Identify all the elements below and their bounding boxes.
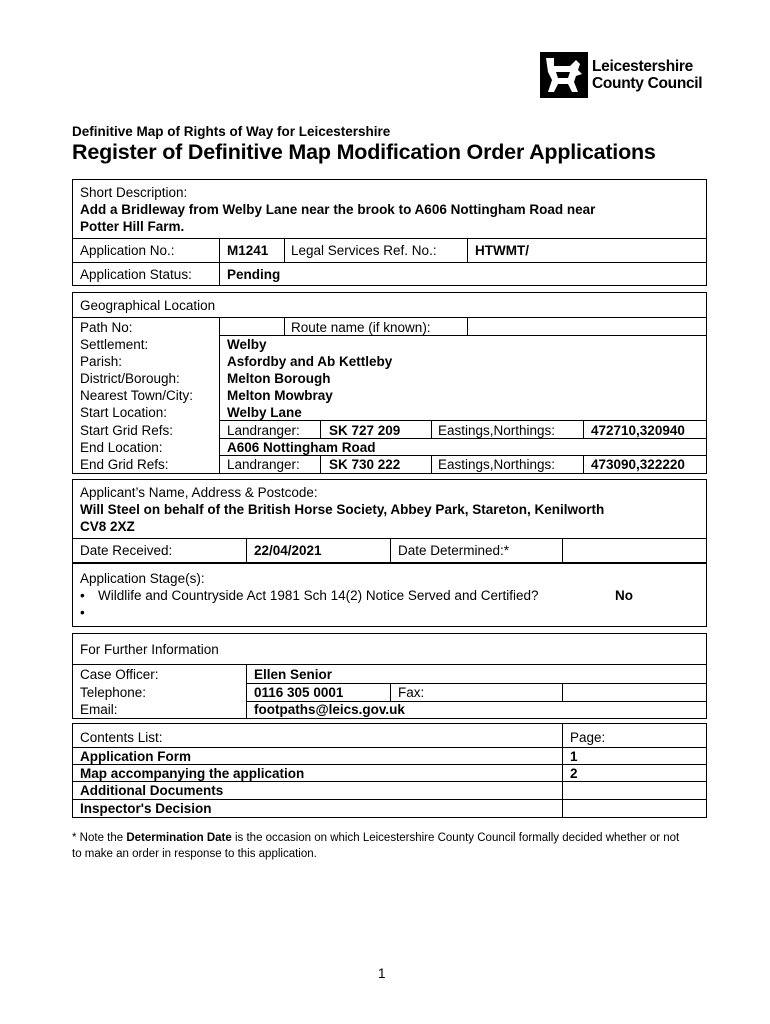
geo-heading: Geographical Location — [80, 298, 216, 313]
start-location-label: Start Location: — [80, 405, 168, 420]
end-location-label: End Location: — [80, 440, 163, 455]
contents-item-page: 2 — [570, 766, 578, 781]
date-received-value: 22/04/2021 — [254, 543, 322, 558]
contents-list-box — [72, 723, 707, 818]
footnote-prefix: * Note the — [72, 832, 127, 844]
end-landranger-label: Landranger: — [227, 457, 300, 472]
start-eastings-value: 472710,320940 — [591, 423, 685, 438]
document-subtitle: Definitive Map of Rights of Way for Leicestershire — [72, 124, 391, 139]
case-officer-label: Case Officer: — [80, 667, 159, 682]
status-label: Application Status: — [80, 267, 192, 282]
contents-item: Inspector's Decision — [80, 801, 212, 816]
contents-label: Contents List: — [80, 730, 163, 745]
start-landranger-label: Landranger: — [227, 423, 300, 438]
end-eastings-label: Eastings,Northings: — [438, 457, 556, 472]
short-description-line2: Potter Hill Farm. — [80, 219, 185, 234]
parish-value: Asfordby and Ab Kettleby — [227, 354, 393, 369]
page-number: 1 — [378, 966, 386, 981]
short-description-label: Short Description: — [80, 185, 188, 200]
settlement-label: Settlement: — [80, 337, 149, 352]
legal-ref: HTWMT/ — [475, 243, 529, 258]
applicant-line2: CV8 2XZ — [80, 519, 135, 534]
path-no-label: Path No: — [80, 320, 133, 335]
case-officer-value: Ellen Senior — [254, 667, 333, 682]
logo-text-line2: County Council — [592, 75, 703, 92]
start-location-value: Welby Lane — [227, 405, 302, 420]
page-title: Register of Definitive Map Modification Order Applications — [72, 140, 656, 164]
settlement-value: Welby — [227, 337, 267, 352]
contents-page-label: Page: — [570, 730, 606, 745]
legal-ref-label: Legal Services Ref. No.: — [291, 243, 437, 258]
email-value[interactable]: footpaths@leics.gov.uk — [254, 702, 405, 717]
end-landranger-value: SK 730 222 — [329, 457, 401, 472]
short-description-line1: Add a Bridleway from Welby Lane near the brook to A606 Nottingham Road near — [80, 202, 596, 217]
end-location-value: A606 Nottingham Road — [227, 440, 376, 455]
determination-footnote — [72, 830, 692, 862]
contents-item: Additional Documents — [80, 783, 224, 798]
applicant-box — [72, 479, 707, 563]
route-name-label: Route name (if known): — [291, 320, 431, 335]
start-landranger-value: SK 727 209 — [329, 423, 401, 438]
contents-item-page: 1 — [570, 749, 578, 764]
applicant-line1: Will Steel on behalf of the British Horse Society, Abbey Park, Stareton, Kenilworth — [80, 502, 605, 517]
logo-text-line1: Leicestershire — [592, 58, 693, 75]
start-eastings-label: Eastings,Northings: — [438, 423, 556, 438]
telephone-value: 0116 305 0001 — [254, 685, 344, 700]
nearest-town-label: Nearest Town/City: — [80, 388, 194, 403]
date-determined-label: Date Determined:* — [398, 543, 510, 558]
telephone-label: Telephone: — [80, 685, 147, 700]
summary-box — [72, 179, 707, 286]
stage-item-1-value: No — [615, 588, 633, 603]
district-label: District/Borough: — [80, 371, 180, 386]
further-information-box — [72, 633, 707, 719]
contents-item: Map accompanying the application — [80, 766, 305, 781]
further-heading: For Further Information — [80, 642, 219, 657]
stage-bullet-2: • — [80, 605, 85, 620]
end-grid-label: End Grid Refs: — [80, 457, 169, 472]
start-grid-label: Start Grid Refs: — [80, 423, 174, 438]
date-received-label: Date Received: — [80, 543, 173, 558]
application-no: M1241 — [227, 243, 269, 258]
stage-item-1: Wildlife and Countryside Act 1981 Sch 14(2) Notice Served and Certified? — [98, 588, 539, 603]
stages-label: Application Stage(s): — [80, 571, 205, 586]
applicant-label: Applicant’s Name, Address & Postcode: — [80, 485, 318, 500]
council-logo — [540, 52, 715, 98]
nearest-town-value: Melton Mowbray — [227, 388, 333, 403]
contents-item: Application Form — [80, 749, 191, 764]
footnote-suffix: is the occasion on which Leicestershire County Council formally decided whether or not to make an order in response to this application. — [72, 832, 680, 860]
status-value: Pending — [227, 267, 281, 282]
application-stages-box — [72, 563, 707, 627]
geographical-location-box — [72, 292, 707, 474]
district-value: Melton Borough — [227, 371, 331, 386]
parish-label: Parish: — [80, 354, 123, 369]
stage-bullet-1: • — [80, 588, 85, 603]
application-no-label: Application No.: — [80, 243, 175, 258]
fox-logo-icon — [540, 52, 588, 98]
footnote-bold: Determination Date — [126, 832, 232, 844]
end-eastings-value: 473090,322220 — [591, 457, 685, 472]
fax-label: Fax: — [398, 685, 425, 700]
email-label: Email: — [80, 702, 118, 717]
